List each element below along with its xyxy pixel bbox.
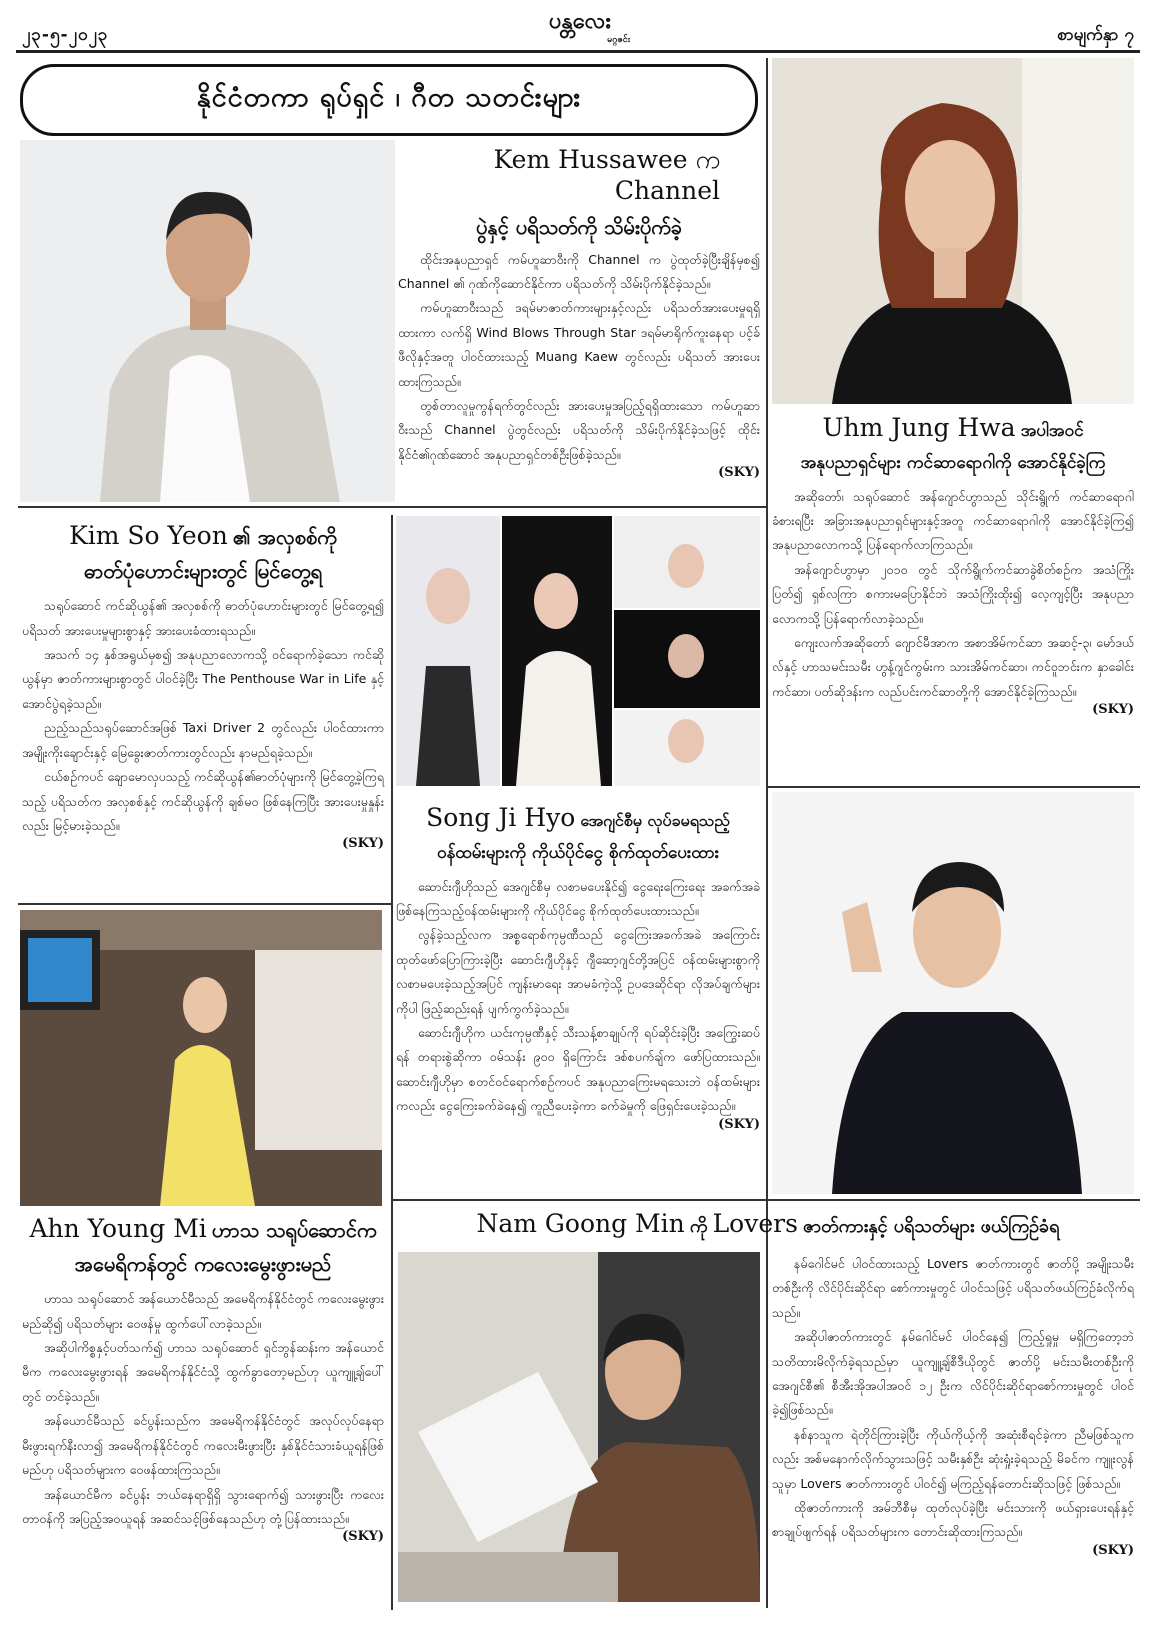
article-nam	[772, 1252, 1134, 1558]
article-title: Song Ji Hyo အေဂျင်စီမှ လုပ်ခမရသည့်	[426, 803, 730, 832]
article-song	[396, 802, 760, 1132]
article-credit: (SKY)	[1092, 1542, 1134, 1558]
article-body: ဆောင်းဂျီဟိုသည် အေဂျင်စီမှ လစာမပေးနိုင်၍ ငွေရေးကြေးရေး အခက်အခဲဖြစ်နေကြသည့်ဝန်ထမ်းများကို ကိုယ်ပိုင်ငွေ စိုက်ထုတ်ပေးထားသည်။ လွန်ခဲ့သည့်လက အစ္စရောစ်ကုမ္ပဏီသည် ငွေကြေးအခက်အခဲ အကြောင်း ထုတ်ဖော်ပြောကြားခဲ့ပြီး ဆောင်းဂျီဟိုနှင့် ဂျီဆော့ဂျင်တို့အပြင် ဝန်ထမ်းများစွာကို လစာမပေးခဲ့သည့်အပြင် ကျန်းမာရေး အာမခံကဲ့သို့ ဥပဒေဆိုင်ရာ လိုအပ်ချက်များကိုပါ ဖြည့်ဆည်းရန် ပျက်ကွက်ခဲ့သည်။ ဆောင်းဂျီဟိုက ယင်းကုမ္ပဏီနှင့် သီးသန့်စာချုပ်ကို ရပ်ဆိုင်းခဲ့ပြီး အကြွေးဆပ်ရန် တရားစွဲဆိုကာ ဝမ်သန်း ၉၀၀ ရှိကြောင်း ဒစ်စပက်ချ်က ဖော်ပြထားသည်။ ဆောင်းဂျီဟိုမှာ စတင်ဝင်ရောက်စဉ်ကပင် အနုပညာကြေးမရသေးဘဲ ဝန်ထမ်းများကလည်း ငွေကြေးခက်ခဲနေ၍ ကူညီပေးခဲ့ကာ ခက်ခဲမှုကို ဖြေရှင်းပေးခဲ့သည်။	[396, 878, 760, 1114]
section-divider	[18, 506, 766, 508]
article-body: သရုပ်ဆောင် ကင်ဆိုယွန်၏ အလှစစ်ကို ဓာတ်ပုံဟောင်းများတွင် မြင်တွေ့ရ၍ ပရိသတ် အားပေးမှုများစွာနှင့် အားပေးခံထားရသည်။ အသက် ၁၄ နှစ်အရွယ်မှစ၍ အနုပညာလောကသို့ ဝင်ရောက်ခဲ့သော ကင်ဆိုယွန်မှာ ဇာတ်ကားများစွာတွင် ပါဝင်ခဲ့ပြီး The Penthouse War in Life နှင့် အောင်ပွဲရခဲ့သည်။ ညည့်သည်သရုပ်ဆောင်အဖြစ် Taxi Driver 2 တွင်လည်း ပါဝင်ထားကာ အမျိုးကိုးချောင်းနှင့် မြေခွေးဇာတ်ကားတွင်လည်း နာမည်ရခဲ့သည်။ ငယ်စဉ်ကပင် ချောမောလှပသည့် ကင်ဆိုယွန်၏ဓာတ်ပုံများကို မြင်တွေ့ခဲ့ကြရသည့် ပရိသတ်က အလှစစ်နှင့် ကင်ဆိုယွန်ကို ချစ်မဝ ဖြစ်နေကြပြီး အားပေးမှုနှုန်းလည်း မြင့်မားခဲ့သည်။	[22, 598, 384, 833]
section-divider	[18, 903, 391, 905]
article-title: Kem Hussawee က Channel	[493, 145, 720, 206]
song-ji-hyo-photo	[772, 792, 1134, 1194]
article-title: Nam Goong Min ကို Lovers ဇာတ်ကားနှင့် ပရိသတ်များ ဖယ်ကြဉ်ခံရ	[476, 1209, 1060, 1238]
nam-goong-min-photo	[398, 1252, 760, 1602]
page-number: စာမျက်နှာ ၇	[1057, 25, 1134, 45]
article-kem	[398, 144, 760, 480]
kim-so-yeon-photo-collage	[396, 516, 760, 786]
ahn-young-mi-photo	[20, 910, 382, 1206]
column-divider	[391, 515, 393, 1610]
article-credit: (SKY)	[1092, 702, 1134, 718]
section-banner	[20, 64, 758, 136]
article-subtitle: ဓာတ်ပုံဟောင်းများတွင် မြင်တွေ့ရ	[83, 559, 323, 584]
kem-hussawee-photo	[20, 140, 395, 502]
article-title: Kim So Yeon ၏ အလှစစ်ကို	[69, 521, 337, 550]
article-body: အဆိုတော်၊ သရုပ်ဆောင် အန်ဂျောင်ဟွာသည် သိုင်းရွိုက် ကင်ဆာရောဂါခံစားရပြီး အခြားအနုပညာရှင်များနှင့်အတူ ကင်ဆာရောဂါကို အောင်နိုင်ခဲ့ကြ၍ အနုပညာလောကသို့ ပြန်ရောက်လာကြသည်။ အန်ဂျောင်ဟွာမှာ ၂၀၁၀ တွင် သိုက်ရွိုက်ကင်ဆာခွဲစိတ်စဉ်က အသံကြိုးပြတ်၍ ရှစ်လကြာ စကားမပြောနိုင်ဘဲ အသံကြိုးထိုး၍ လေ့ကျင့်ပြီး အနုပညာလောကသို့ ပြန်ရောက်လာခဲ့သည်။ ကျေးလက်အဆိုတော် ဂျောင်မီအာက အစာအိမ်ကင်ဆာ အဆင့်-၃၊ မော်ဒယ်လ်နှင့် ဟာသမင်းသမီး ဟွန့်ဂျင်ကွမ်းက သားအိမ်ကင်ဆာ၊ ကင်ဝူဘင်းက နှာခေါင်းကင်ဆာ၊ ပတ်ဆိုဒန်းက လည်ပင်းကင်ဆာတို့ကို အောင်နိုင်ခဲ့ကြသည်။	[772, 488, 1134, 699]
article-subtitle: ဝန်ထမ်းများကို ကိုယ်ပိုင်ငွေ စိုက်ထုတ်ပေးထား	[436, 843, 720, 864]
section-divider	[766, 786, 1140, 788]
article-credit: (SKY)	[718, 1116, 760, 1132]
article-credit: (SKY)	[342, 836, 384, 852]
article-kim	[22, 520, 384, 851]
article-subtitle: ပွဲနှင့် ပရိသတ်ကို သိမ်းပိုက်ခဲ့	[475, 214, 683, 239]
article-title: Uhm Jung Hwa အပါအဝင်	[822, 413, 1084, 442]
section-divider	[391, 1199, 1140, 1201]
article-uhm	[772, 412, 1134, 717]
section-title: နိုင်ငံတကာ ရုပ်ရှင် ၊ ဂီတ သတင်းများ	[196, 82, 582, 113]
article-body: ထိုင်းအနုပညာရှင် ကမ်ဟူဆာဝီးကို Channel က ပွဲထုတ်ခဲ့ပြီးချိန်မှစ၍ Channel ၏ ဂုဏ်ကိုဆောင်နိုင်ကာ ပရိသတ်ကို သိမ်းပိုက်နိုင်ခဲ့သည်။ ကမ်ဟူဆာဝီးသည် ဒရမ်မာဇာတ်ကားများနှင့်လည်း ပရိသတ်အားပေးမှုရရှိထားကာ လက်ရှိ Wind Blows Through Star ဒရမ်မာရိုက်ကူးနေရာ ပင့်ခ်ဖီလိုနှင့်အတူ ပါဝင်ထားသည့် Muang Kaew တွင်လည်း ပရိသတ် အားပေးထားကြသည်။ တွစ်တာလူမှုကွန်ရက်တွင်လည်း အားပေးမှုအပြည့်ရရှိထားသော ကမ်ဟူဆာဝီးသည် Channel ပွဲတွင်လည်း ပရိသတ်ကို သိမ်းပိုက်နိုင်ခဲ့သဖြင့် ထိုင်းနိုင်ငံ၏ဂုဏ်ဆောင် အနုပညာရှင်တစ်ဦးဖြစ်ခဲ့သည်။	[398, 251, 760, 462]
column-divider	[766, 58, 768, 1608]
article-body: နမ်ဂေါင်မင် ပါဝင်ထားသည့် Lovers ဇာတ်ကားတွင် ဇာတ်ပို့ အမျိုးသမီးတစ်ဦးကို လိင်ပိုင်းဆိုင်ရာ စော်ကားမှုတွင် ပါဝင်သဖြင့် ပရိသတ်ဖယ်ကြဉ်ခံလိုက်ရသည်။ အဆိုပါဇာတ်ကားတွင် နမ်ဂေါင်မင် ပါဝင်နေ၍ ကြည့်ရှုမှု မရှိကြတော့ဘဲ သတိထားမိလိုက်ခဲ့ရသည်မှာ ယူကျူ့ချ်စီဒီယိုတွင် ဇာတ်ပို့ မင်းသမီးတစ်ဦးကို အေဂျင်စီ၏ စီအီးအိုအပါအဝင် ၁၂ ဦးက လိင်ပိုင်းဆိုင်ရာစော်ကားမှုတွင် ပါဝင်ခဲ့၍ဖြစ်သည်။ နစ်နာသူက ရဲတိုင်ကြားခဲ့ပြီး ကိုယ်ကိုယ့်ကို အဆုံးစီရင်ခဲ့ကာ ညီမဖြစ်သူကလည်း အစ်မနောက်လိုက်သွားသဖြင့် သမီးနှစ်ဦး ဆုံးရှုံးခဲ့ရသည့် မိခင်က ကျူးလွန်သူမှာ Lovers ဇာတ်ကားတွင် ပါဝင်၍ မကြည့်ရန်တောင်းဆိုသဖြင့် ဖြစ်သည်။ ထိုဇာတ်ကားကို အမ်ဘီစီမှ ထုတ်လုပ်ခဲ့ပြီး မင်းသားကို ဖယ်ရှားပေးရန်နှင့် စာချုပ်ဖျက်ရန် ပရိသတ်များက တောင်းဆိုထားကြသည်။	[772, 1256, 1134, 1540]
issue-date: ၂၃-၅-၂၀၂၃	[22, 25, 109, 45]
article-subtitle: အမေရိကန်တွင် ကလေးမွေးဖွားမည်	[74, 1252, 332, 1277]
article-credit: (SKY)	[718, 465, 760, 481]
header-rule	[16, 50, 1140, 53]
article-title: Ahn Young Mi ဟာသ သရုပ်ဆောင်က	[29, 1214, 377, 1243]
article-body: ဟာသ သရုပ်ဆောင် အန်ယောင်မီသည် အမေရိကန်နိုင်ငံတွင် ကလေးမွေးဖွားမည်ဆို၍ ပရိသတ်များ ဝေဖန်မှု ထွက်ပေါ်လာခဲ့သည်။ အဆိုပါကိစ္စနှင့်ပတ်သက်၍ ဟာသ သရုပ်ဆောင် ရှင်ဘွန်ဆန်းက အန်ယောင်မီက ကလေးမွေးဖွားရန် အမေရိကန်နိုင်ငံသို့ ထွက်ခွာတော့မည်ဟု ယူကျူ့ချ်ပေါ်တွင် တင်ခဲ့သည်။ အန်ယောင်မီသည် ခင်ပွန်းသည်က အမေရိကန်နိုင်ငံတွင် အလုပ်လုပ်နေရာ မီးဖွားရက်နီးလာ၍ အမေရိကန်နိုင်ငံတွင် ကလေးမီးဖွားပြီး နှစ်နိုင်ငံသားခံယူရန်ဖြစ်မည်ဟု ပရိသတ်များက ဝေဖန်ထားကြသည်။ အန်ယောင်မီက ခင်ပွန်း ဘယ်နေရာရှိရှိ သွားရောက်၍ သားဖွားပြီး ကလေးတာဝန်ကို အပြည့်အဝယူရန် အဆင်သင့်ဖြစ်နေသည်ဟု တုံ့ပြန်ထားသည်။	[22, 1291, 384, 1526]
article-credit: (SKY)	[342, 1529, 384, 1545]
article-ahn	[22, 1213, 384, 1544]
masthead-logo: ပန္တလေး မဂ္ဂဇင်း	[548, 8, 630, 45]
article-subtitle: အနုပညာရှင်များ ကင်ဆာရောဂါကို အောင်နိုင်ခဲ့ကြ	[800, 453, 1106, 474]
uhm-jung-hwa-photo	[772, 58, 1134, 404]
